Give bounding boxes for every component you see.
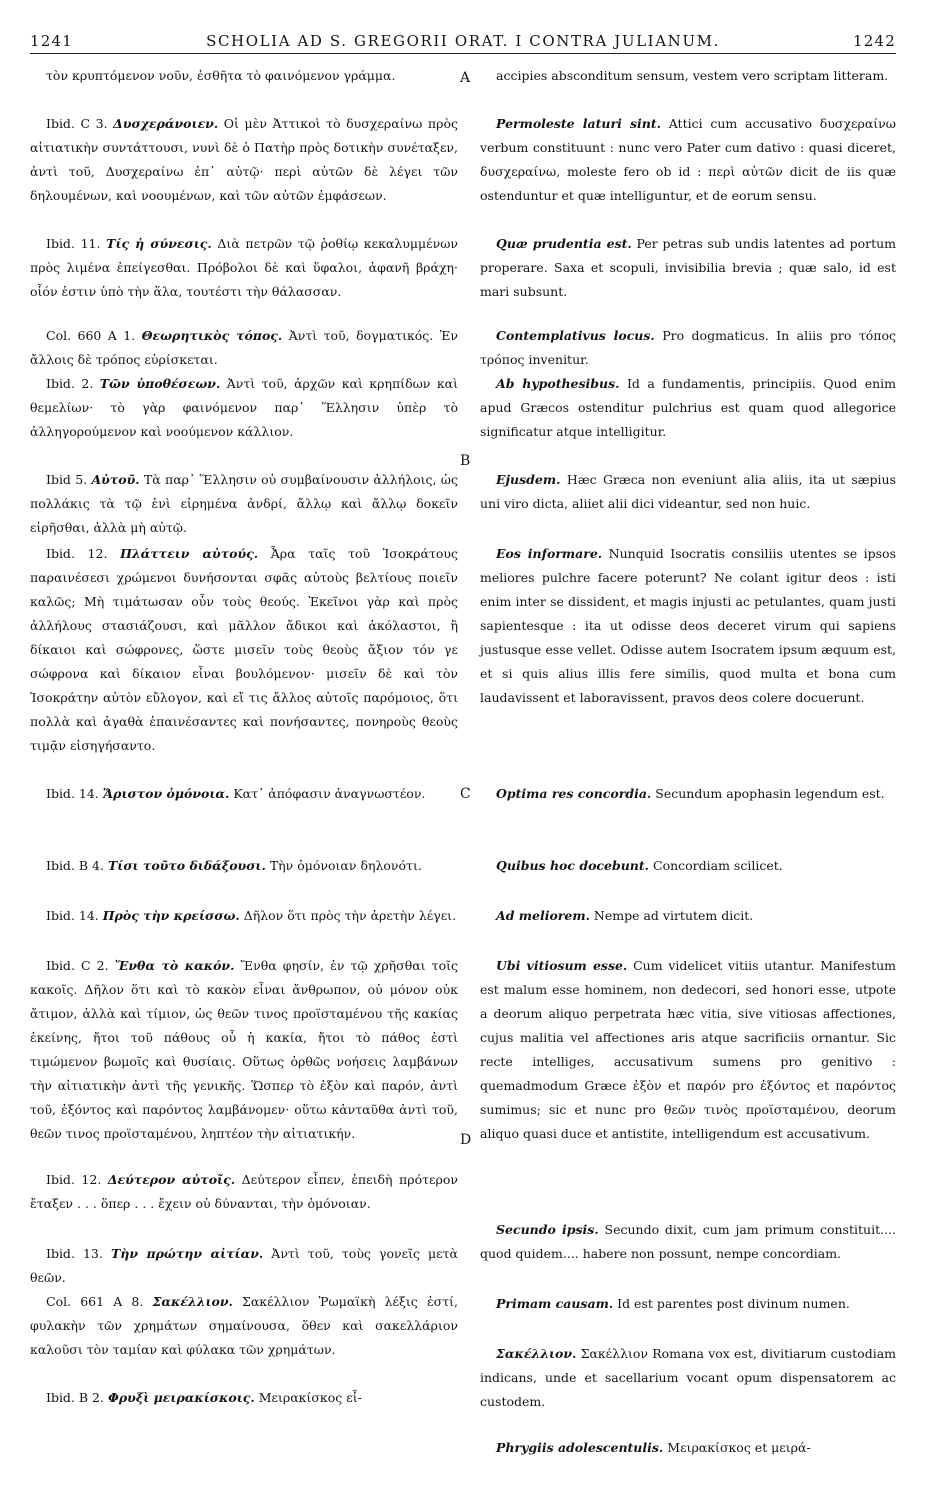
page-number-right: 1242 <box>853 32 896 50</box>
latin-lemma: Phrygiis adolescentulis. <box>496 1440 664 1455</box>
greek-entry-1 <box>30 112 458 208</box>
latin-lemma: Secundo ipsis. <box>496 1222 599 1237</box>
latin-lemma: Ab hypothesibus. <box>496 376 620 391</box>
latin-entry-8 <box>480 854 896 878</box>
latin-lemma: Permoleste laturi sint. <box>496 116 661 131</box>
greek-ref: Col. 661 A 8. <box>46 1294 144 1309</box>
greek-lemma: Αὐτοῦ. <box>91 472 140 487</box>
latin-text: Σακέλλιον Romana vox est, divitiarum custodiam indicans, unde et sacellarium vocant opum dispensatorem ac custodem. <box>480 1346 896 1409</box>
greek-lemma: Σακέλλιον. <box>152 1294 233 1309</box>
greek-entry-11 <box>30 1168 458 1216</box>
latin-entry-1 <box>480 112 896 208</box>
greek-lemma: Ἄριστον ὁμόνοια. <box>102 786 230 801</box>
greek-lemma: Δυσχεράνοιεν. <box>113 116 219 131</box>
greek-entry-6 <box>30 542 458 758</box>
latin-entry-3 <box>480 324 896 372</box>
latin-text: accipies absconditum sensum, vestem vero scriptam litteram. <box>496 68 889 83</box>
greek-ref: Ibid. 12. <box>46 1172 102 1187</box>
latin-lemma: Eos informare. <box>496 546 603 561</box>
margin-letter-b: B <box>460 453 471 469</box>
latin-text: Μειρακίσκος et μειρά- <box>667 1440 811 1455</box>
greek-ref: Ibid 5. <box>46 472 88 487</box>
latin-lemma: Quibus hoc docebunt. <box>496 858 650 873</box>
latin-text: Nempe ad virtutem dicit. <box>593 908 754 923</box>
greek-ref: Ibid. 11. <box>46 236 101 251</box>
greek-entry-7 <box>30 782 458 806</box>
latin-text: Id a fundamentis, principiis. Quod enim apud Græcos ostenditur pulchrius est quam quod allegorice significatur atque intelligitur. <box>480 376 896 439</box>
greek-lemma: Ἔνθα τὸ κακόν. <box>114 958 235 973</box>
latin-entry-5 <box>480 468 896 516</box>
greek-entry-3 <box>30 324 458 372</box>
running-title: SCHOLIA AD S. GREGORII ORAT. I CONTRA JULIANUM. <box>206 32 720 50</box>
latin-text: Concordiam scilicet. <box>653 858 783 873</box>
greek-ref: Ibid. 13. <box>46 1246 103 1261</box>
latin-lemma: Quæ prudentia est. <box>496 236 632 251</box>
latin-entry-13 <box>480 1342 896 1414</box>
greek-ref: Ibid. 2. <box>46 376 94 391</box>
greek-ref: Col. 660 A 1. <box>46 328 136 343</box>
latin-entry-11 <box>480 1218 896 1266</box>
page-number-left: 1241 <box>30 32 73 50</box>
greek-lemma: Πρὸς τὴν κρείσσω. <box>102 908 240 923</box>
margin-letter-d: D <box>460 1132 472 1148</box>
latin-text: Hæc Græca non eveniunt alia aliis, ita ut sæpius uni viro dicta, aliiet alii dici videantur, sed non huic. <box>480 472 896 511</box>
greek-text: Διὰ πετρῶν τῷ ῥοθίῳ κεκαλυμμένων πρὸς λιμένα ἐπείγεσθαι. Πρόβολοι δὲ καὶ ὕφαλοι, ἀφανῆ βράχη· οἷόν ἐστιν ὑπὸ τὴν ἅλα, τουτέστι τὴν θάλασσαν. <box>30 236 458 299</box>
greek-text: Σακέλλιον Ῥωμαϊκὴ λέξις ἐστί, φυλακὴν τῶν χρημάτων σημαίνουσα, ὅθεν καὶ σακελλάριον καλοῦσι τὸν ταμίαν καὶ φύλακα τῶν χρημάτων. <box>30 1294 458 1357</box>
greek-entry-8 <box>30 854 458 878</box>
greek-lemma: Τίσι τοῦτο διδάξουσι. <box>107 858 266 873</box>
latin-text: Pro dogmaticus. In aliis pro τόπος τρόπος invenitur. <box>480 328 897 367</box>
greek-entry-9 <box>30 904 458 928</box>
greek-entry-13 <box>30 1290 458 1362</box>
greek-text: Ἀντὶ τοῦ, τοὺς γονεῖς μετὰ θεῶν. <box>30 1246 458 1285</box>
latin-text: Id est parentes post divinum numen. <box>617 1296 850 1311</box>
latin-entry-10 <box>480 954 896 1146</box>
greek-text: Ἀντὶ τοῦ, δογματικός. Ἐν ἄλλοις δὲ τρόπος εὑρίσκεται. <box>30 328 458 367</box>
greek-text: Ἆρα ταῖς τοῦ Ἰσοκράτους παραινέσεσι χρώμενοι δυνήσονται σφᾶς αὐτοὺς βελτίους ποιεῖν καλῶς; Μὴ τιμάτωσαν οὖν τοὺς θεούς. Ἐκεῖνοι γὰρ καὶ πρὸς ἀλλήλους στασιάζουσι, καὶ μᾶλλον ἄδικοι καὶ ἀκόλαστοι, ἢ δίκαιοι καὶ σώφρονες, ὥστε μισεῖν τοὺς θεοὺς ἄξιον τόν γε σώφρονα καὶ δίκαιον εἶναι βουλόμενον· μισεῖν δὲ καὶ τὸν Ἰσοκράτην αὐτὸν εὔλογον, καὶ εἴ τις ἄλλος αὐτοῖς παρόμοιος, ὅτι πολλὰ καὶ ἀγαθὰ ἐπαινέσαντες καὶ πονήσαντες, πονηροὺς θεοὺς τιμᾷν εἰσηγήσαντο. <box>30 546 458 753</box>
greek-text: Μειρακίσκος εἶ- <box>258 1390 362 1405</box>
greek-entry-12 <box>30 1242 458 1290</box>
page-header <box>30 20 896 54</box>
greek-lemma: Θεωρητικὸς τόπος. <box>141 328 283 343</box>
latin-entry-7 <box>480 782 896 806</box>
latin-entry-4 <box>480 372 896 444</box>
greek-entry-14 <box>30 1386 458 1410</box>
latin-entry-6 <box>480 542 896 710</box>
greek-lemma: Τίς ἡ σύνεσις. <box>106 236 212 251</box>
greek-ref: Ibid. C 3. <box>46 116 108 131</box>
latin-entry-14 <box>480 1436 896 1460</box>
greek-text: Ἀντὶ τοῦ, ἀρχῶν καὶ κρηπίδων καὶ θεμελίων· τὸ γὰρ φαινόμενον παρ᾽ Ἕλλησιν ὑπὲρ τὸ ἀλληγορούμενον καὶ νοούμενον κάλλιον. <box>30 376 458 439</box>
greek-text: τὸν κρυπτόμενον νοῦν, ἐσθῆτα τὸ φαινόμενον γράμμα. <box>46 68 396 83</box>
latin-entry-12 <box>480 1292 896 1316</box>
greek-lemma: Φρυξὶ μειρακίσκοις. <box>107 1390 255 1405</box>
greek-ref: Ibid. 14. <box>46 908 99 923</box>
greek-text: Δῆλον ὅτι πρὸς τὴν ἀρετὴν λέγει. <box>243 908 457 923</box>
latin-lemma: Ad meliorem. <box>496 908 590 923</box>
latin-entry-2 <box>480 232 896 304</box>
greek-ref: Ibid. C 2. <box>46 958 109 973</box>
latin-text: Secundum apophasin legendum est. <box>655 786 885 801</box>
latin-entry-0 <box>480 64 896 88</box>
greek-ref: Ibid. B 4. <box>46 858 104 873</box>
latin-text: Secundo dixit, cum jam primum constituit.... quod quidem.... habere non possunt, nempe concordiam. <box>480 1222 896 1261</box>
greek-lemma: Τῶν ὑποθέσεων. <box>99 376 221 391</box>
margin-letter-c: C <box>460 786 471 802</box>
latin-lemma: Ubi vitiosum esse. <box>496 958 628 973</box>
greek-entry-2 <box>30 232 458 304</box>
greek-entry-10 <box>30 954 458 1146</box>
latin-lemma: Ejusdem. <box>496 472 561 487</box>
latin-entry-9 <box>480 904 896 928</box>
latin-lemma: Primam causam. <box>496 1296 614 1311</box>
greek-text: Κατ᾽ ἀπόφασιν ἀναγνωστέον. <box>233 786 426 801</box>
greek-text: Δεύτερον εἶπεν, ἐπειδὴ πρότερον ἔταξεν . . . ὅπερ . . . ἔχειν οὐ δύνανται, τὴν ὁμόνοιαν. <box>30 1172 458 1211</box>
greek-ref: Ibid. 14. <box>46 786 99 801</box>
greek-text: Τὰ παρ᾽ Ἕλλησιν οὐ συμβαίνουσιν ἀλλήλοις, ὡς πολλάκις τὰ τῷ ἑνὶ εἰρημένα ἀνδρί, ἄλλῳ καὶ ἄλλῳ δοκεῖν εἰρῆσθαι, ἀλλὰ μὴ αὐτῷ. <box>30 472 458 535</box>
greek-entry-4 <box>30 372 458 444</box>
greek-entry-0 <box>30 64 458 88</box>
margin-letter-a: A <box>460 70 471 86</box>
greek-lemma: Τὴν πρώτην αἰτίαν. <box>110 1246 264 1261</box>
greek-lemma: Δεύτερον αὐτοῖς. <box>107 1172 236 1187</box>
latin-lemma: Contemplativus locus. <box>496 328 655 343</box>
latin-text: Nunquid Isocratis consiliis utentes se ipsos meliores pulchre facere poterunt? Ne colant igitur deos : isti enim inter se dissident, et magis injusti ac petulantes, quam justi sapientesque : ita ut odisse deos deceret virum qui sapiens justusque esse vellet. Odisse autem Isocratem ipsum æquum est, et si quis alius illis fere similis, quod multa et bona cum laudavissent et laboravissent, pravos deos colere docuerunt. <box>480 546 896 705</box>
greek-text: Ἔνθα φησίν, ἐν τῷ χρῆσθαι τοῖς κακοῖς. Δῆλον ὅτι καὶ τὸ κακὸν εἶναι ἄνθρωπον, οὐ μόνον οὐκ ἄτιμον, ἀλλὰ καὶ τίμιον, ὡς θεῶν τινος προϊσταμένου τῆς κακίας ἐκείνης, ἤτοι τοῦ πάθους οὗ ἡ κακία, ἤτοι τὸ πάθος ἐστὶ τιμώμενον βωμοῖς καὶ θυσίαις. Οὕτως ὀρθῶς νοήσεις λαμβάνων τὴν αἰτιατικὴν ἀντὶ τῆς γενικῆς. Ὥσπερ τὸ ἐξὸν καὶ παρόν, ἀντὶ τοῦ, ἐξόντος καὶ παρόντος λαμβάνομεν· οὕτω κἀνταῦθα ἀντὶ τοῦ, θεῶν τινος προϊσταμένου, ληπτέον τὴν αἰτιατικήν. <box>30 958 459 1141</box>
greek-entry-5 <box>30 468 458 540</box>
latin-lemma: Σακέλλιον. <box>496 1346 577 1361</box>
greek-lemma: Πλάττειν αὐτούς. <box>120 546 259 561</box>
latin-text: Cum videlicet vitiis utantur. Manifestum est malum esse hominem, non dedecori, sed honori esse, utpote a deorum aliquo perpetrata hæc vitia, sive vitiosas affectiones, cujus malitia vel affectiones aris atque sacrificiis ornantur. Sic recte intelliges, accusativum sumens pro genitivo : quemadmodum Græce ἐξὸν et παρόν pro ἐξόντος et παρόντος sumimus; sic et nunc pro θεῶν τινὸς προϊσταμένου, deorum aliquo quasi duce et antistite, intelligendum est accusativum. <box>480 958 896 1141</box>
greek-text: Τὴν ὁμόνοιαν δηλονότι. <box>269 858 422 873</box>
greek-ref: Ibid. 12. <box>46 546 108 561</box>
latin-lemma: Optima res concordia. <box>496 786 652 801</box>
greek-text: Οἱ μὲν Ἀττικοὶ τὸ δυσχεραίνω πρὸς αἰτιατικὴν συντάττουσι, νυνὶ δὲ ὁ Πατὴρ πρὸς δοτικὴν συνέταξεν, ἀντὶ τοῦ, Δυσχεραίνω ἐπ᾽ αὐτῷ· περὶ αὐτῶν δὲ λέγει τῶν δηλουμένων, καὶ νοουμένων, καὶ τῶν αὐτῶν ἐμφάσεων. <box>30 116 459 203</box>
greek-ref: Ibid. B 2. <box>46 1390 104 1405</box>
latin-text: Per petras sub undis latentes ad portum properare. Saxa et scopuli, invisibilia brevia ; quæ salo, id est mari subsunt. <box>480 236 896 299</box>
latin-text: Attici cum accusativo δυσχεραίνω verbum constituunt : nunc vero Pater cum dativo : quasi diceret, δυσχεραίνω, moleste fero ob id : περὶ αὐτῶν dicit de iis quæ ostenduntur et quæ intelliguntur, et de eorum sensu. <box>480 116 896 203</box>
